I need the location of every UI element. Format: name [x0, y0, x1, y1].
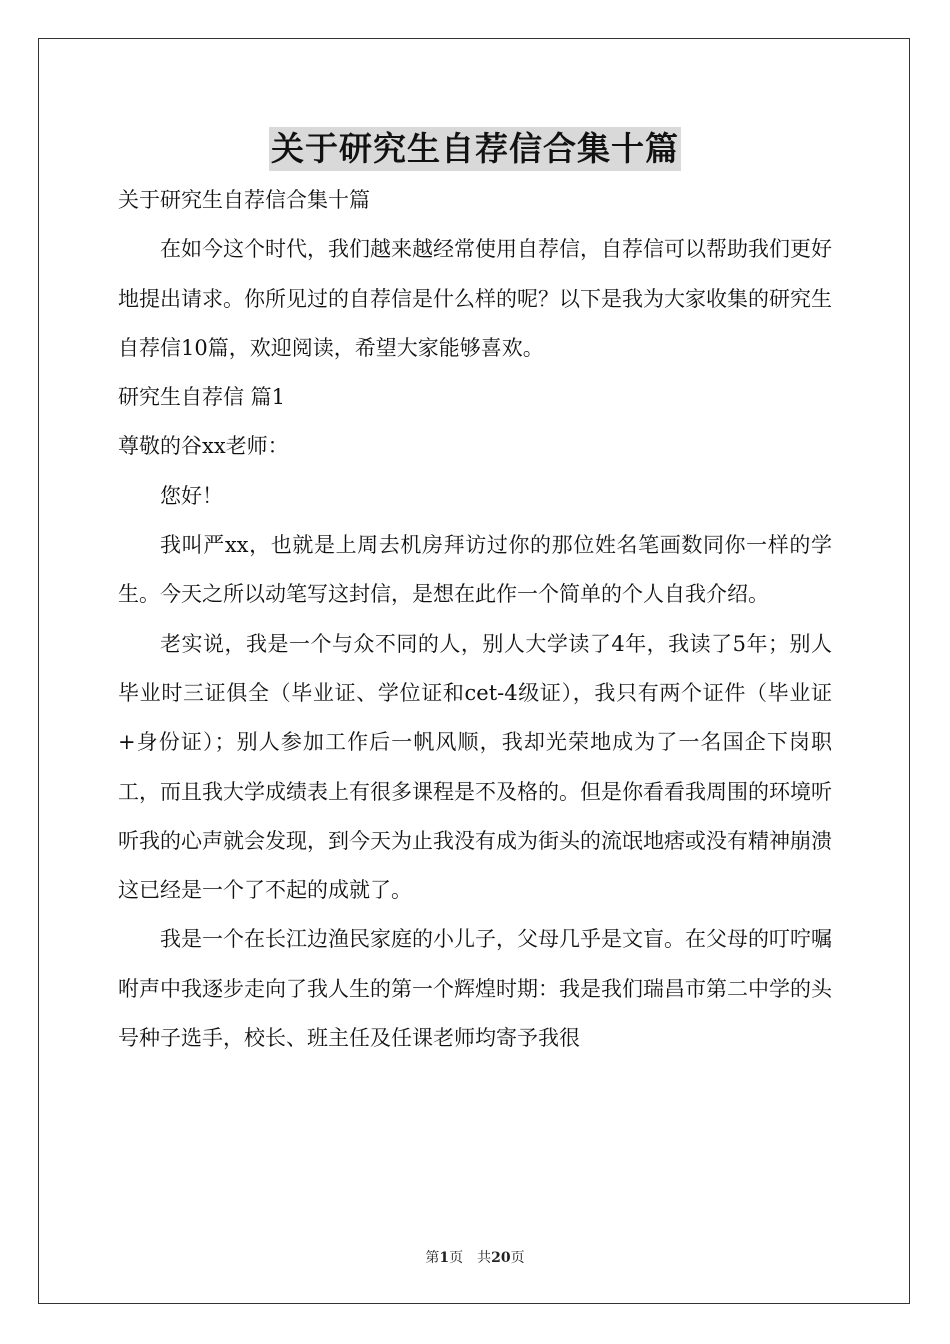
- title-container: [0, 127, 950, 171]
- paragraph-section-title: 研究生自荐信 篇1: [118, 385, 286, 410]
- paragraph-heading: 关于研究生自荐信合集十篇: [118, 188, 370, 212]
- page-label-prefix: 第: [425, 1250, 440, 1266]
- paragraph-body: 我是一个在长江边渔民家庭的小儿子，父母几乎是文盲。在父母的叮咛嘱咐声中我逐步走向了我人生的第一个辉煌时期：我是我们瑞昌市第二中学的头号种子选手，校长、班主任及任课老师均寄予我很: [118, 927, 832, 1051]
- page-label-mid: 页: [449, 1250, 464, 1266]
- document-body: [118, 176, 832, 1063]
- page-current-number: 1: [439, 1250, 450, 1266]
- paragraph-intro: 在如今这个时代，我们越来越经常使用自荐信，自荐信可以帮助我们更好地提出请求。你所见过的自荐信是什么样的呢？以下是我为大家收集的研究生自荐信10篇，欢迎阅读，希望大家能够喜欢。: [118, 237, 832, 360]
- page-total-number: 20: [491, 1250, 511, 1266]
- paragraph-body: 老实说，我是一个与众不同的人，别人大学读了4年，我读了5年；别人毕业时三证俱全（毕业证、学位证和cet-4级证），我只有两个证件（毕业证+身份证）；别人参加工作后一帆风顺，我却光荣地成为了一名国企下岗职工，而且我大学成绩表上有很多课程是不及格的。但是你看看我周围的环境听听我的心声就会发现，到今天为止我没有成为街头的流氓地痞或没有精神崩溃这已经是一个了不起的成就了。: [118, 631, 832, 903]
- total-label-prefix: 共: [477, 1250, 492, 1266]
- document-title: 关于研究生自荐信合集十篇: [269, 127, 681, 171]
- paragraph-greeting: 您好！: [160, 483, 223, 508]
- paragraph-body: 我叫严xx，也就是上周去机房拜访过你的那位姓名笔画数同你一样的学生。今天之所以动笔写这封信，是想在此作一个简单的个人自我介绍。: [118, 533, 832, 607]
- page-footer: [0, 1247, 950, 1267]
- total-label-suffix: 页: [510, 1250, 525, 1266]
- paragraph-salutation: 尊敬的谷xx老师：: [118, 434, 289, 459]
